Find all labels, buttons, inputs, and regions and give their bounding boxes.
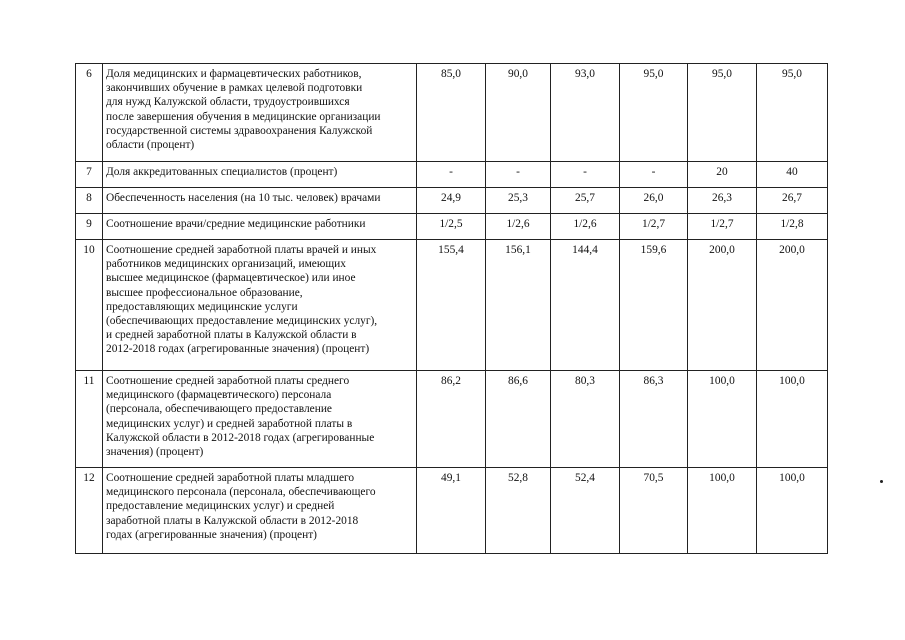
description-line: для нужд Калужской области, трудоустроившихся [106,96,350,109]
description-line: Соотношение средней заработной платы младшего [106,472,355,484]
indicator-description [103,64,417,162]
row-number: 7 [76,162,103,188]
table-row [76,371,828,468]
indicator-value: 25,3 [486,188,551,214]
indicator-value: - [620,162,688,188]
description-line: после завершения обучения в медицинские организации [106,110,381,123]
indicator-value: 70,5 [620,468,688,554]
indicator-value: 1/2,6 [551,214,620,240]
description-line: области (процент) [106,139,195,152]
indicator-value: 86,3 [620,371,688,468]
indicators-table [75,63,828,554]
description-line: предоставление медицинских услуг) и средней [106,500,335,513]
description-line: предоставляющих медицинские услуги [106,300,298,313]
indicator-value: 40 [757,162,828,188]
table-body [76,64,828,554]
description-line: работников медицинских организаций, имеющих [106,258,346,271]
table-row [76,240,828,371]
indicator-value: - [551,162,620,188]
scan-speck [880,480,883,483]
indicator-value: - [417,162,486,188]
description-line: (обеспечивающих предоставление медицинских услуг), [106,315,378,328]
indicator-description [103,371,417,468]
indicator-value: 95,0 [688,64,757,162]
indicator-value: 93,0 [551,64,620,162]
indicator-description [103,214,417,240]
indicator-value: 20 [688,162,757,188]
indicator-value: 24,9 [417,188,486,214]
row-number: 6 [76,64,103,162]
indicator-value: 200,0 [688,240,757,371]
indicator-description [103,188,417,214]
indicator-value: 95,0 [757,64,828,162]
indicator-value: 95,0 [620,64,688,162]
description-line: годах (агрегированные значения) (процент) [106,528,317,541]
indicator-value: 26,7 [757,188,828,214]
indicator-value: 1/2,7 [688,214,757,240]
description-line: Соотношение средней заработной платы врачей и иных [106,244,377,256]
row-number: 8 [76,188,103,214]
description-line: заработной платы в Калужской области в 2012-2018 [106,514,359,527]
indicator-value: - [486,162,551,188]
indicator-value: 1/2,5 [417,214,486,240]
description-line: высшее медицинское (фармацевтическое) или иное [106,272,356,285]
description-line: государственной системы здравоохранения Калужской [106,124,373,137]
description-line: (персонала, обеспечивающего предоставление [106,403,332,416]
table-row [76,162,828,188]
description-line: Доля аккредитованных специалистов (процент) [106,166,338,178]
indicator-value: 100,0 [688,468,757,554]
description-line: Калужской области в 2012-2018 годах (агрегированные [106,431,375,444]
indicator-value: 200,0 [757,240,828,371]
indicator-value: 159,6 [620,240,688,371]
indicator-description [103,468,417,554]
description-line: медицинского персонала (персонала, обеспечивающего [106,486,376,499]
indicator-value: 49,1 [417,468,486,554]
indicator-value: 85,0 [417,64,486,162]
description-line: значения) (процент) [106,446,204,459]
indicator-value: 1/2,7 [620,214,688,240]
indicator-value: 1/2,6 [486,214,551,240]
table-row [76,214,828,240]
indicator-value: 156,1 [486,240,551,371]
indicator-description [103,162,417,188]
indicator-value: 100,0 [688,371,757,468]
description-line: высшее профессиональное образование, [106,286,303,299]
indicator-value: 26,3 [688,188,757,214]
description-line: 2012-2018 годах (агрегированные значения) (процент) [106,343,370,356]
table-row [76,188,828,214]
indicator-value: 144,4 [551,240,620,371]
description-line: Соотношение врачи/средние медицинские работники [106,218,366,230]
table-row [76,468,828,554]
description-line: Обеспеченность населения (на 10 тыс. человек) врачами [106,192,381,204]
indicator-value: 1/2,8 [757,214,828,240]
description-line: медицинского (фармацевтического) персонала [106,389,332,402]
indicator-value: 90,0 [486,64,551,162]
description-line: медицинских услуг) и средней заработной платы в [106,417,353,430]
table-row [76,64,828,162]
indicator-value: 52,8 [486,468,551,554]
description-line: Доля медицинских и фармацевтических работников, [106,68,362,80]
row-number: 9 [76,214,103,240]
indicator-value: 26,0 [620,188,688,214]
indicator-value: 80,3 [551,371,620,468]
indicator-value: 155,4 [417,240,486,371]
row-number: 10 [76,240,103,371]
indicator-value: 100,0 [757,371,828,468]
indicator-value: 86,6 [486,371,551,468]
indicator-value: 100,0 [757,468,828,554]
row-number: 11 [76,371,103,468]
description-line: Соотношение средней заработной платы среднего [106,375,350,387]
indicator-value: 25,7 [551,188,620,214]
description-line: и средней заработной платы в Калужской области в [106,329,357,342]
indicator-value: 52,4 [551,468,620,554]
indicator-value: 86,2 [417,371,486,468]
indicator-description [103,240,417,371]
description-line: закончивших обучение в рамках целевой подготовки [106,82,363,95]
row-number: 12 [76,468,103,554]
